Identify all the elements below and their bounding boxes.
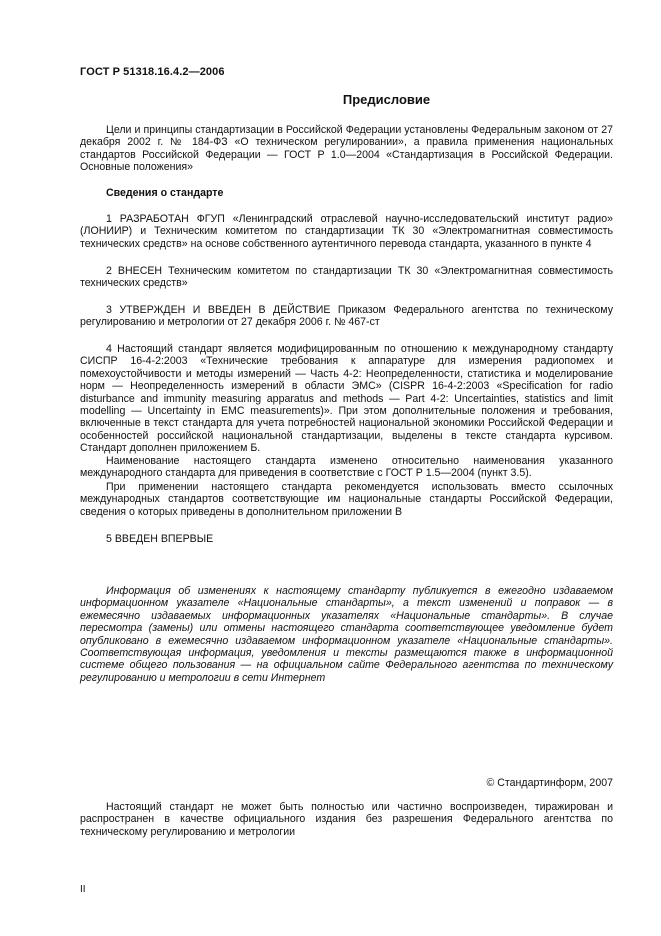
copyright: © Стандартинформ, 2007 bbox=[486, 777, 613, 789]
page-number: II bbox=[80, 884, 86, 895]
intro-paragraph: Цели и принципы стандартизации в Российской Федерации установлены Федеральным законом от 27 декабря 2002 г. № 184-ФЗ «О техническом регулировании», а правила применения национальных стандартов Российской Федерации — ГОСТ Р 1.0—2004 «Стандартизация в Российской Федерации. Основные положения» bbox=[80, 124, 613, 174]
item-3-approved: 3 УТВЕРЖДЕН И ВВЕДЕН В ДЕЙСТВИЕ Приказом Федерального агентства по техническому регулированию и метрологии от 27 декабря 2006 г. № 467-ст bbox=[80, 304, 613, 329]
legal-notice: Настоящий стандарт не может быть полностью или частично воспроизведен, тиражирован и распространен в качестве официального издания без разрешения Федерального агентства по техническому регулированию и метрологии bbox=[80, 801, 613, 838]
item-4-references: При применении настоящего стандарта рекомендуется использовать вместо ссылочных международных стандартов соответствующие им национальные стандарты Российской Федерации, сведения о которых приведены в дополнительном приложении В bbox=[80, 481, 613, 518]
changes-notice: Информация об изменениях к настоящему стандарту публикуется в ежегодно издаваемом информационном указателе «Национальные стандарты», а текст изменений и поправок — в ежемесячно издаваемых информационных указателях «Национальные стандарты». В случае пересмотра (замены) или отмены настоящего стандарта соответствующее уведомление будет опубликовано в ежемесячно издаваемом информационном указателе «Национальные стандарты». Соответствующая информация, уведомления и тексты размещаются также в информационной системе общего пользования — на официальном сайте Федерального агентства по техническому регулированию и метрологии в сети Интернет bbox=[80, 585, 613, 684]
standard-id: ГОСТ Р 51318.16.4.2—2006 bbox=[80, 66, 225, 78]
section-heading: Сведения о стандарте bbox=[106, 187, 224, 199]
item-2-introduced: 2 ВНЕСЕН Техническим комитетом по стандартизации ТК 30 «Электромагнитная совместимость технических средств» bbox=[80, 265, 613, 290]
item-1-developed: 1 РАЗРАБОТАН ФГУП «Ленинградский отраслевой научно-исследовательский институт радио» (ЛОНИИР) и Техническим комитетом по стандартизации ТК 30 «Электромагнитная совместимость технических средств» на основе собственного аутентичного перевода стандарта, указанного в пункте 4 bbox=[80, 213, 613, 250]
item-4-modified: 4 Настоящий стандарт является модифицированным по отношению к международному стандарту СИСПР 16-4-2:2003 «Технические требования к аппаратуре для измерения радиопомех и помехоустойчивости и методы измерений — Часть 4-2: Неопределенности, статистика и моделирование норм — Неопределенность измерений в области ЭМС» (CISPR 16-4-2:2003 «Specification for radio disturbance and immunity measuring apparatus and methods — Part 4-2: Uncertainties, statistics and limit modelling — Uncertainty in EMC measurements)». При этом дополнительные положения и требования, включенные в текст стандарта для учета потребностей национальной экономики Российской Федерации и особенностей российской национальной стандартизации, выделены в тексте стандарта курсивом. Стандарт дополнен приложением Б. bbox=[80, 343, 613, 455]
item-5-first-time: 5 ВВЕДЕН ВПЕРВЫЕ bbox=[106, 533, 214, 545]
page-title: Предисловие bbox=[342, 92, 431, 107]
item-4-name-change: Наименование настоящего стандарта изменено относительно наименования указанного международного стандарта для приведения в соответствие с ГОСТ Р 1.5—2004 (пункт 3.5). bbox=[80, 455, 613, 480]
